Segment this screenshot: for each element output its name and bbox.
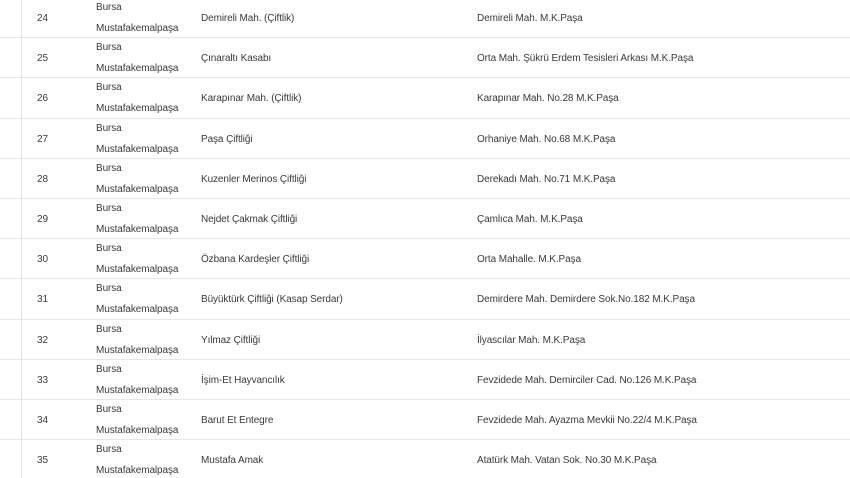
district-cell: Mustafakemalpaşa bbox=[96, 143, 179, 155]
name-cell: Mustafa Amak bbox=[201, 455, 264, 467]
column-divider bbox=[21, 400, 22, 439]
district-cell: Mustafakemalpaşa bbox=[96, 223, 179, 235]
column-divider bbox=[21, 0, 22, 37]
row-number: 24 bbox=[37, 13, 48, 24]
address-cell: Orta Mahalle. M.K.Paşa bbox=[477, 254, 581, 266]
district-cell: Mustafakemalpaşa bbox=[96, 103, 179, 115]
table-row bbox=[0, 78, 850, 118]
table-row bbox=[0, 199, 850, 239]
table-row bbox=[0, 440, 850, 478]
name-cell: Paşa Çiftliği bbox=[201, 133, 253, 145]
row-number: 28 bbox=[37, 173, 48, 185]
column-divider bbox=[21, 199, 22, 238]
city-cell: Bursa bbox=[96, 42, 122, 54]
column-divider bbox=[21, 38, 22, 77]
district-cell: Mustafakemalpaşa bbox=[96, 23, 179, 34]
name-cell: İşim-Et Hayvancılık bbox=[201, 374, 285, 386]
table-row bbox=[0, 239, 850, 279]
address-cell: Derekadı Mah. No.71 M.K.Paşa bbox=[477, 173, 616, 185]
city-cell: Bursa bbox=[96, 82, 122, 94]
column-divider bbox=[21, 239, 22, 278]
column-divider bbox=[21, 159, 22, 198]
address-cell: Orhaniye Mah. No.68 M.K.Paşa bbox=[477, 133, 616, 145]
row-number: 26 bbox=[37, 93, 48, 105]
table-row bbox=[0, 119, 850, 159]
address-cell: Çamlıca Mah. M.K.Paşa bbox=[477, 213, 583, 225]
table-row bbox=[0, 38, 850, 78]
column-divider bbox=[21, 320, 22, 359]
city-cell: Bursa bbox=[96, 403, 122, 415]
table-row bbox=[0, 159, 850, 199]
city-cell: Bursa bbox=[96, 122, 122, 134]
district-cell: Mustafakemalpaşa bbox=[96, 465, 179, 477]
district-cell: Mustafakemalpaşa bbox=[96, 424, 179, 436]
name-cell: Karapınar Mah. (Çiftlik) bbox=[201, 93, 302, 105]
row-number: 29 bbox=[37, 213, 48, 225]
district-cell: Mustafakemalpaşa bbox=[96, 304, 179, 316]
table-row bbox=[0, 0, 850, 38]
district-cell: Mustafakemalpaşa bbox=[96, 344, 179, 356]
address-cell: Atatürk Mah. Vatan Sok. No.30 M.K.Paşa bbox=[477, 455, 657, 467]
table-row bbox=[0, 400, 850, 440]
city-cell: Bursa bbox=[96, 283, 122, 295]
district-cell: Mustafakemalpaşa bbox=[96, 264, 179, 276]
city-cell: Bursa bbox=[96, 2, 122, 13]
column-divider bbox=[21, 78, 22, 117]
name-cell: Barut Et Entegre bbox=[201, 414, 274, 426]
column-divider bbox=[21, 440, 22, 478]
district-cell: Mustafakemalpaşa bbox=[96, 183, 179, 195]
address-cell: Orta Mah. Şükrü Erdem Tesisleri Arkası M.K.Paşa bbox=[477, 53, 694, 65]
city-cell: Bursa bbox=[96, 444, 122, 456]
address-cell: Demireli Mah. M.K.Paşa bbox=[477, 13, 583, 24]
row-number: 33 bbox=[37, 374, 48, 386]
address-cell: Fevzidede Mah. Demirciler Cad. No.126 M.K.Paşa bbox=[477, 374, 697, 386]
name-cell: Özbana Kardeşler Çiftliği bbox=[201, 254, 310, 266]
city-cell: Bursa bbox=[96, 363, 122, 375]
city-cell: Bursa bbox=[96, 162, 122, 174]
address-cell: İlyascılar Mah. M.K.Paşa bbox=[477, 334, 586, 346]
name-cell: Nejdet Çakmak Çiftliği bbox=[201, 213, 298, 225]
column-divider bbox=[21, 279, 22, 318]
column-divider bbox=[21, 360, 22, 399]
row-number: 32 bbox=[37, 334, 48, 346]
city-cell: Bursa bbox=[96, 243, 122, 255]
name-cell: Kuzenler Merinos Çiftliği bbox=[201, 173, 307, 185]
address-cell: Karapınar Mah. No.28 M.K.Paşa bbox=[477, 93, 619, 105]
name-cell: Büyüktürk Çiftliği (Kasap Serdar) bbox=[201, 294, 343, 306]
city-cell: Bursa bbox=[96, 202, 122, 214]
name-cell: Çınaraltı Kasabı bbox=[201, 53, 272, 65]
row-number: 25 bbox=[37, 53, 48, 65]
name-cell: Demireli Mah. (Çiftlik) bbox=[201, 13, 295, 24]
row-number: 27 bbox=[37, 133, 48, 145]
row-number: 34 bbox=[37, 414, 48, 426]
table-row bbox=[0, 320, 850, 360]
column-divider bbox=[21, 119, 22, 158]
city-cell: Bursa bbox=[96, 323, 122, 335]
table-row bbox=[0, 279, 850, 319]
row-number: 35 bbox=[37, 455, 48, 467]
row-number: 31 bbox=[37, 294, 48, 306]
row-number: 30 bbox=[37, 254, 48, 266]
address-cell: Fevzidede Mah. Ayazma Mevkii No.22/4 M.K.Paşa bbox=[477, 414, 697, 426]
district-cell: Mustafakemalpaşa bbox=[96, 384, 179, 396]
address-cell: Demirdere Mah. Demirdere Sok.No.182 M.K.Paşa bbox=[477, 294, 695, 306]
name-cell: Yılmaz Çiftliği bbox=[201, 334, 261, 346]
district-cell: Mustafakemalpaşa bbox=[96, 63, 179, 75]
table-row bbox=[0, 360, 850, 400]
